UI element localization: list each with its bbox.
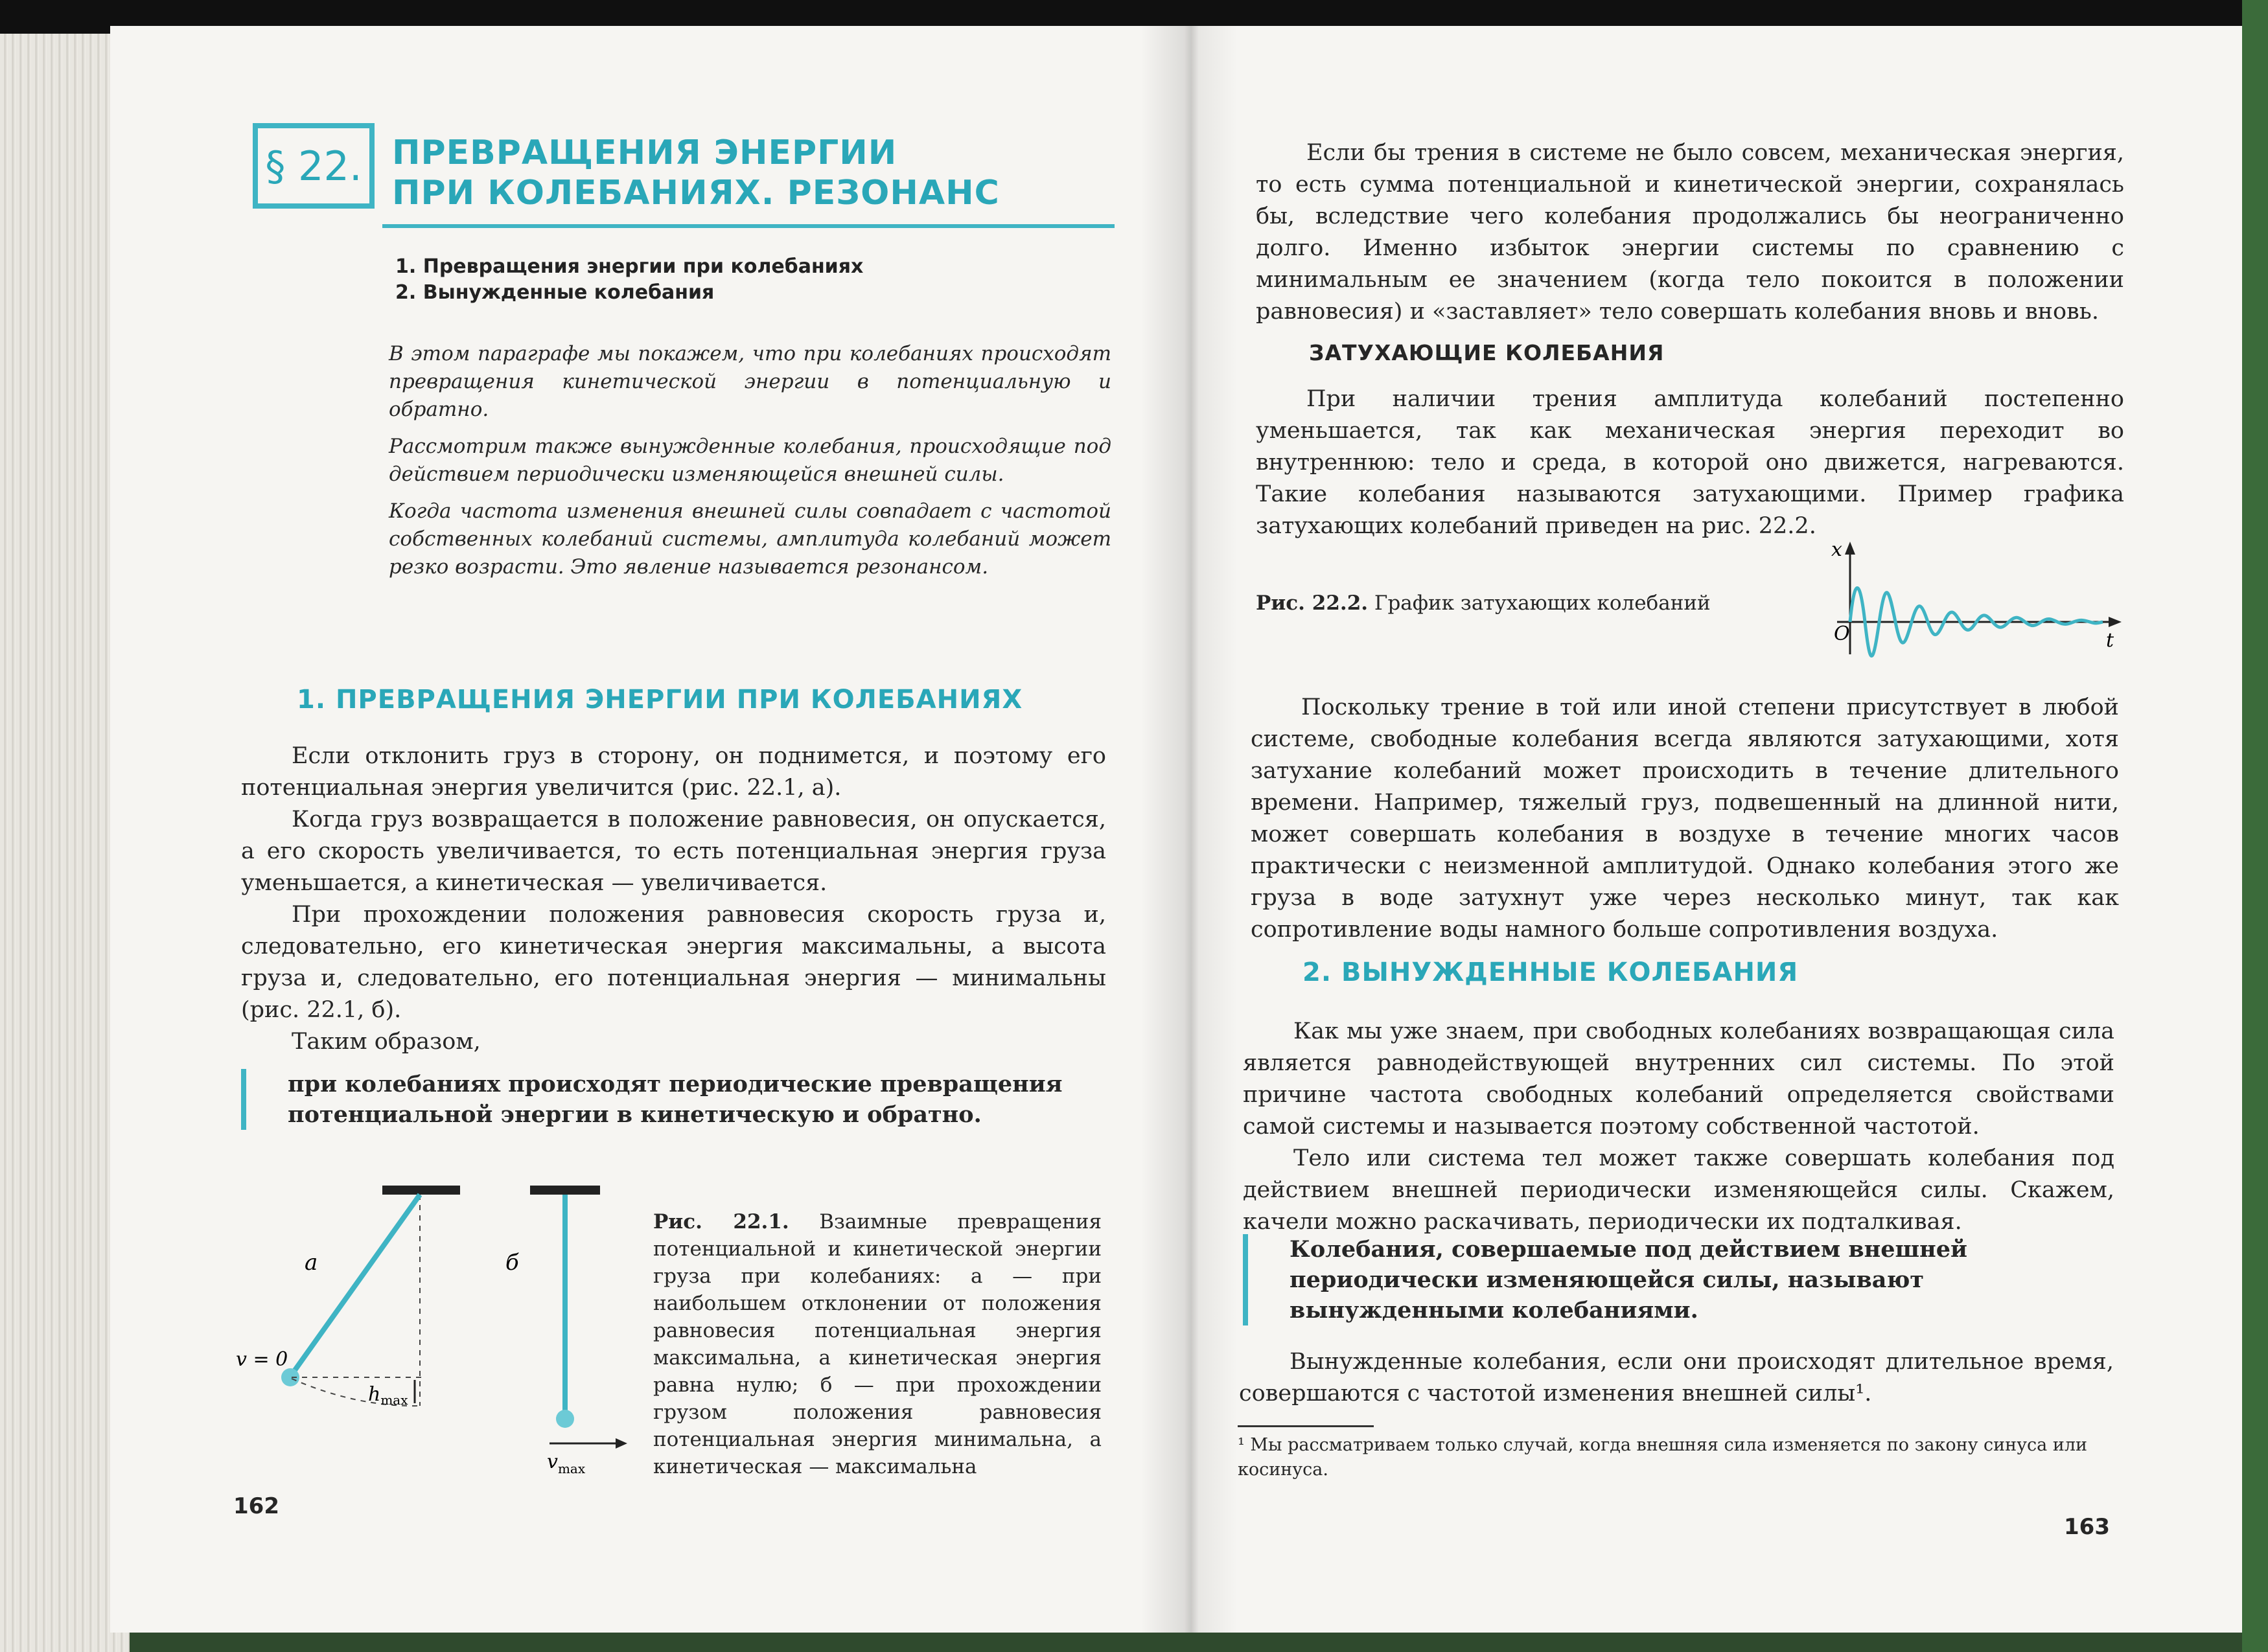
title-line-1: ПРЕВРАЩЕНИЯ ЭНЕРГИИ [392, 133, 897, 172]
figure-22-1 [227, 1173, 629, 1484]
figure-22-2-caption [1256, 590, 1807, 617]
page-title [392, 133, 1118, 213]
after-figure-paragraph: Поскольку трение в той или иной степени присутствует в любой системе, свободные колебания всегда являются затухающими, хотя затухание колебаний может происходить в течение длительного времени. Например, тяжелый груз, подвешенный на длинной нити, может совершать колебания в воздухе в течение многих часов практически с неизменной амплитудой. Однако колебания этого же груза в воде затухнут уже через несколько минут, так как сопротивление воды намного больше сопротивления воздуха. [1251, 694, 2119, 943]
figure-22-1-caption-title: Рис. 22.1. [653, 1210, 789, 1233]
footnote-rule [1238, 1425, 1374, 1427]
book-gutter [1140, 26, 1238, 1633]
origin-label: O [1834, 623, 1850, 645]
section-2-heading: 2. ВЫНУЖДЕННЫЕ КОЛЕБАНИЯ [1302, 958, 1799, 987]
body-paragraph-1: Если отклонить груз в сторону, он поднимется, и поэтому его потенциальная энергия увеличится (рис. 22.1, а). [241, 743, 1106, 801]
t-axis-label: t [2106, 629, 2114, 652]
v-max-label: $v_{max}$ [547, 1451, 586, 1476]
paragraph-number: § 22. [265, 142, 362, 190]
section-2-paragraph-2: Тело или система тел может также совершать колебания под действием внешней периодически изменяющейся силы. Скажем, качели можно раскачивать, периодически их подталкивая. [1243, 1145, 2114, 1235]
page-number-left: 162 [233, 1493, 279, 1519]
section-1-body [241, 740, 1106, 1058]
pendulum-b-bob [556, 1410, 574, 1428]
damped-paragraph: При наличии трения амплитуда колебаний постепенно уменьшается, так как механическая энергия переходит во внутреннюю: тело и среда, в которой оно движется, нагреваются. Такие колебания называются затухающими. Пример графика затухающих колебаний приведен на рис. 22.2. [1256, 386, 2124, 539]
figure-label-a: а [305, 1250, 318, 1276]
footnote: ¹ Мы рассматриваем только случай, когда внешняя сила изменяется по закону синуса или косинуса. [1238, 1435, 2087, 1480]
last-paragraph: Вынужденные колебания, если они происходят длительное время, совершаются с частотой изменения внешней силы¹. [1239, 1349, 2114, 1406]
figure-22-1-caption-text: Взаимные превращения потенциальной и кинетической энергии груза при колебаниях: а — при наибольшем отклонении от положения равновесия потенциальная энергия максимальна, а кинетическая энергия равна нулю; б — при прохождении грузом положения равновесия потенциальная энергия минимальна, а кинетическая — максимальна [653, 1210, 1102, 1478]
after-figure-text [1251, 692, 2119, 946]
v-max-arrowhead [616, 1438, 627, 1449]
damped-heading: ЗАТУХАЮЩИЕ КОЛЕБАНИЯ [1309, 340, 1665, 365]
pendulum-b-mount [530, 1186, 600, 1195]
t-axis-arrowhead [2109, 617, 2122, 627]
section-contents [395, 254, 1108, 306]
v-zero-label: v = 0 [236, 1348, 288, 1371]
section-1-heading: 1. ПРЕВРАЩЕНИЯ ЭНЕРГИИ ПРИ КОЛЕБАНИЯХ [297, 685, 1023, 715]
figure-22-2-damped-graph [1808, 538, 2132, 667]
title-underline [382, 224, 1115, 228]
right-top-text [1256, 137, 2124, 328]
x-axis-label: x [1831, 538, 1842, 561]
contents-item-2: 2. Вынужденные колебания [395, 281, 715, 304]
last-paragraph-text [1239, 1346, 2114, 1410]
figure-22-2-caption-text: График затухающих колебаний [1374, 591, 1711, 615]
intro-paragraph-1: В этом параграфе мы покажем, что при колебаниях происходят превращения кинетической энергии в потенциальную и обратно. [389, 342, 1111, 421]
figure-22-2-caption-title: Рис. 22.2. [1256, 591, 1369, 615]
body-paragraph-3: При прохождении положения равновесия скорость груза и, следовательно, его кинетическая энергия максимальны, а высота груза и, следовательно, его потенциальная энергия — минимальны (рис. 22.1, б). [241, 902, 1106, 1023]
body-paragraph-2: Когда груз возвращается в положение равновесия, он опускается, а его скорость увеличивается, то есть потенциальная энергия груза уменьшается, а кинетическая — увеличивается. [241, 807, 1106, 896]
intro-paragraph-3: Когда частота изменения внешней силы совпадает с частотой собственных колебаний системы, амплитуда колебаний может резко возрасти. Это явление называется резонансом. [389, 499, 1111, 579]
pendulum-a-mount [382, 1186, 460, 1195]
definition-block-2: Колебания, совершаемые под действием внешней периодически изменяющейся силы, называют вынужденными колебаниями. [1243, 1234, 2106, 1325]
right-paragraph-1: Если бы трения в системе не было совсем, механическая энергия, то есть сумма потенциальной и кинетической энергии, сохранялась бы, вследствие чего колебания продолжались бы неограниченно долго. Именно избыток энергии системы по сравнению с минимальным ее значением (когда тело покоится в положении равновесия) и «заставляет» тело совершать колебания вновь и вновь. [1256, 140, 2124, 325]
title-line-2: ПРИ КОЛЕБАНИЯХ. РЕЗОНАНС [392, 174, 1000, 212]
figure-label-b: б [505, 1250, 519, 1276]
x-axis-arrowhead [1845, 542, 1855, 555]
figure-22-1-caption [653, 1208, 1102, 1480]
section-2-body [1243, 1016, 2114, 1238]
pendulum-a-string [292, 1195, 420, 1375]
page-number-right: 163 [2064, 1514, 2110, 1540]
intro-text [389, 340, 1111, 590]
scan-right-background [2242, 0, 2268, 1652]
h-max-label: $h_{max}$ [368, 1383, 408, 1408]
definition-block: при колебаниях происходят периодические превращения потенциальной энергии в кинетическую и обратно. [241, 1069, 1114, 1130]
section-2-paragraph-1: Как мы уже знаем, при свободных колебаниях возвращающая сила является равнодействующей внутренних сил системы. По этой причине частота свободных колебаний определяется свойствами самой системы и называется поэтому собственной частотой. [1243, 1018, 2114, 1140]
damped-section-text [1256, 384, 2124, 542]
paragraph-number-box [253, 123, 375, 209]
contents-item-1: 1. Превращения энергии при колебаниях [395, 255, 864, 278]
body-paragraph-4: Таким образом, [292, 1029, 481, 1055]
intro-paragraph-2: Рассмотрим также вынужденные колебания, происходящие под действием периодически изменяющейся внешней силы. [389, 435, 1111, 486]
